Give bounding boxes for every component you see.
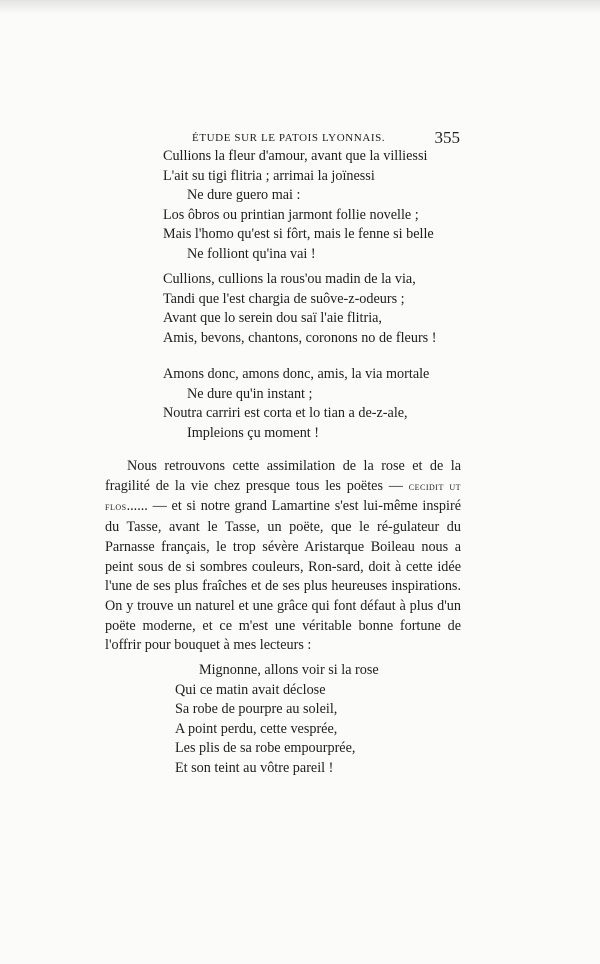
page-number: 355: [434, 128, 460, 147]
verse-line: Cullions, cullions la rous'ou madin de la via,: [163, 271, 416, 287]
verse-line: Los ôbros ou printian jarmont follie novelle ;: [163, 206, 419, 223]
scan-edge-shadow: [0, 0, 600, 14]
prose-text: Nous retrouvons cette assimilation de la rose et de la fragilité de la vie chez presque tous les poëtes —: [105, 458, 461, 494]
ronsard-poem: [175, 661, 379, 779]
ellipsis: ......: [126, 498, 153, 515]
patois-stanza-3: [163, 365, 429, 443]
verse-line: L'ait su tigi flitria ; arrimai la joïnessi: [163, 167, 375, 184]
verse-line: Tandi que l'est chargia de suôve-z-odeurs ;: [163, 290, 405, 307]
verse-line: Mignonne, allons voir si la rose: [199, 662, 379, 678]
verse-line: Amons donc, amons donc, amis, la via mortale: [163, 366, 430, 382]
verse-line: Sa robe de pourpre au soleil,: [175, 701, 338, 718]
verse-line: Ne dure guero mai :: [187, 187, 301, 204]
verse-line: Noutra carriri est corta et lo tian a de-z-ale,: [163, 405, 408, 422]
paragraph: [105, 457, 461, 656]
verse-line: Amis, bevons, chantons, coronons no de fleurs !: [163, 329, 437, 346]
verse-line: Avant que lo serein dou saï l'aie flitria,: [163, 310, 382, 327]
running-head: ÉTUDE SUR LE PATOIS LYONNAIS.: [192, 132, 386, 144]
verse-line: Et son teint au vôtre pareil !: [175, 759, 334, 776]
verse-line: Impleions çu moment !: [187, 424, 319, 441]
verse-line: Qui ce matin avait déclose: [175, 681, 326, 698]
verse-line: Ne folliont qu'ina vai !: [187, 245, 316, 262]
patois-stanza-1: [163, 147, 434, 265]
verse-line: Les plis de sa robe empourprée,: [175, 740, 356, 757]
patois-stanza-2: [163, 270, 436, 348]
verse-line: Cullions la fleur d'amour, avant que la villiessi: [163, 148, 428, 164]
prose-paragraph: [105, 457, 461, 656]
verse-line: Ne dure qu'in instant ;: [187, 385, 313, 402]
verse-line: A point perdu, cette vesprée,: [175, 720, 338, 737]
prose-text: — et si notre grand Lamartine s'est lui-même inspiré du Tasse, avant le Tasse, un poëte, que le ré-gulateur du Parnasse français, le trop sévère Aristarque Boileau nous a peint sous de si sombres couleurs, Ron-sard, doit à cette idée l'une de ses plus fraîches et de ses plus heureuses inspirations. On y trouve un naturel et une grâce qui font défaut à plus d'un poëte moderne, et ce m'est une véritable bonne fortune de l'offrir pour bouquet à mes lecteurs :: [105, 498, 461, 654]
verse-line: Mais l'homo qu'est si fôrt, mais le fenne si belle: [163, 226, 434, 243]
latin-quote: cecidit ut flos: [105, 480, 461, 514]
